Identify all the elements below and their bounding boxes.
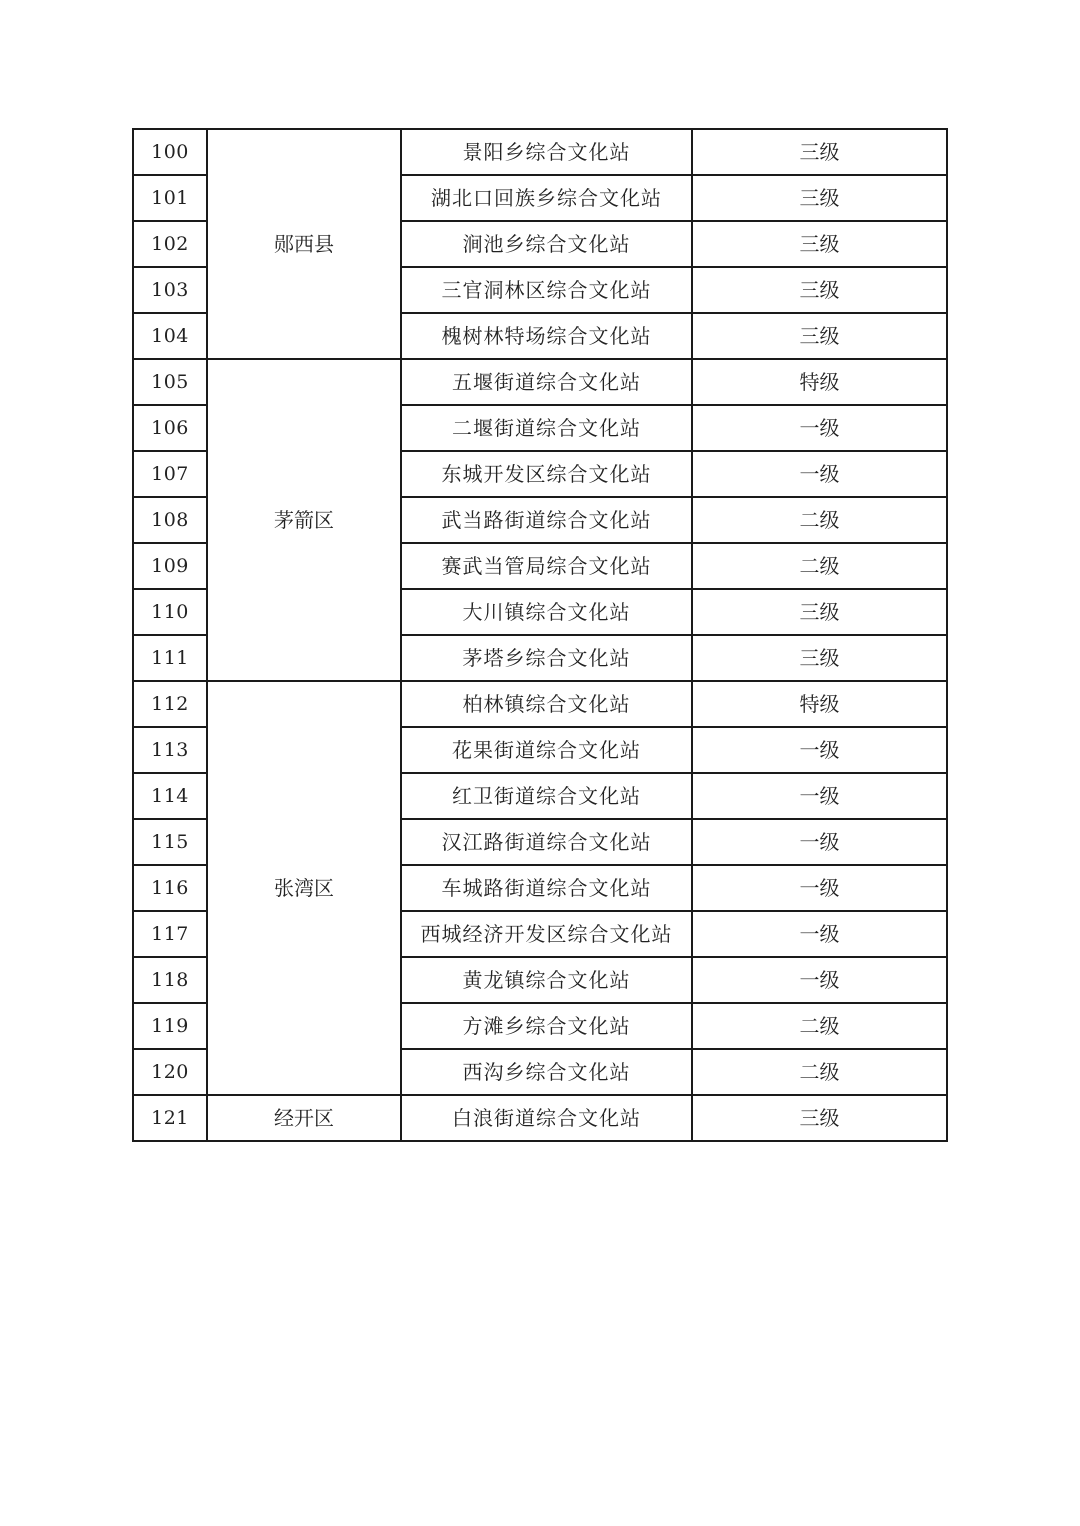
row-number-cell: 106 (133, 405, 207, 451)
row-number-cell: 115 (133, 819, 207, 865)
row-number-cell: 105 (133, 359, 207, 405)
station-name-cell: 大川镇综合文化站 (401, 589, 692, 635)
grade-cell: 三级 (692, 129, 947, 175)
grade-cell: 二级 (692, 543, 947, 589)
station-name-cell: 湖北口回族乡综合文化站 (401, 175, 692, 221)
grade-cell: 三级 (692, 221, 947, 267)
grade-cell: 一级 (692, 957, 947, 1003)
row-number-cell: 109 (133, 543, 207, 589)
row-number-cell: 113 (133, 727, 207, 773)
grade-cell: 三级 (692, 589, 947, 635)
station-name-cell: 白浪街道综合文化站 (401, 1095, 692, 1141)
row-number-cell: 116 (133, 865, 207, 911)
table-body (133, 129, 947, 1141)
row-number-cell: 117 (133, 911, 207, 957)
row-number-cell: 118 (133, 957, 207, 1003)
station-name-cell: 二堰街道综合文化站 (401, 405, 692, 451)
grade-cell: 二级 (692, 497, 947, 543)
culture-station-table (132, 128, 948, 1142)
station-name-cell: 汉江路街道综合文化站 (401, 819, 692, 865)
station-name-cell: 三官洞林区综合文化站 (401, 267, 692, 313)
table-row (133, 681, 947, 727)
station-name-cell: 花果街道综合文化站 (401, 727, 692, 773)
station-name-cell: 五堰街道综合文化站 (401, 359, 692, 405)
grade-cell: 三级 (692, 635, 947, 681)
grade-cell: 一级 (692, 773, 947, 819)
row-number-cell: 104 (133, 313, 207, 359)
district-cell: 经开区 (207, 1095, 401, 1141)
row-number-cell: 120 (133, 1049, 207, 1095)
station-name-cell: 茅塔乡综合文化站 (401, 635, 692, 681)
grade-cell: 特级 (692, 681, 947, 727)
row-number-cell: 101 (133, 175, 207, 221)
grade-cell: 三级 (692, 313, 947, 359)
table-row (133, 1095, 947, 1141)
table-row (133, 129, 947, 175)
grade-cell: 一级 (692, 819, 947, 865)
station-name-cell: 黄龙镇综合文化站 (401, 957, 692, 1003)
station-name-cell: 赛武当管局综合文化站 (401, 543, 692, 589)
row-number-cell: 119 (133, 1003, 207, 1049)
row-number-cell: 100 (133, 129, 207, 175)
grade-cell: 一级 (692, 451, 947, 497)
row-number-cell: 112 (133, 681, 207, 727)
grade-cell: 一级 (692, 405, 947, 451)
station-name-cell: 西沟乡综合文化站 (401, 1049, 692, 1095)
grade-cell: 二级 (692, 1049, 947, 1095)
row-number-cell: 121 (133, 1095, 207, 1141)
grade-cell: 一级 (692, 865, 947, 911)
station-name-cell: 方滩乡综合文化站 (401, 1003, 692, 1049)
row-number-cell: 110 (133, 589, 207, 635)
grade-cell: 一级 (692, 727, 947, 773)
station-name-cell: 柏林镇综合文化站 (401, 681, 692, 727)
station-name-cell: 西城经济开发区综合文化站 (401, 911, 692, 957)
grade-cell: 三级 (692, 1095, 947, 1141)
station-name-cell: 红卫街道综合文化站 (401, 773, 692, 819)
station-name-cell: 武当路街道综合文化站 (401, 497, 692, 543)
row-number-cell: 114 (133, 773, 207, 819)
district-cell: 茅箭区 (207, 359, 401, 681)
grade-cell: 三级 (692, 175, 947, 221)
grade-cell: 一级 (692, 911, 947, 957)
grade-cell: 二级 (692, 1003, 947, 1049)
row-number-cell: 103 (133, 267, 207, 313)
row-number-cell: 102 (133, 221, 207, 267)
row-number-cell: 111 (133, 635, 207, 681)
row-number-cell: 107 (133, 451, 207, 497)
station-name-cell: 槐树林特场综合文化站 (401, 313, 692, 359)
grade-cell: 特级 (692, 359, 947, 405)
row-number-cell: 108 (133, 497, 207, 543)
station-name-cell: 车城路街道综合文化站 (401, 865, 692, 911)
station-name-cell: 涧池乡综合文化站 (401, 221, 692, 267)
table-row (133, 359, 947, 405)
district-cell: 张湾区 (207, 681, 401, 1095)
district-cell: 郧西县 (207, 129, 401, 359)
station-name-cell: 东城开发区综合文化站 (401, 451, 692, 497)
grade-cell: 三级 (692, 267, 947, 313)
station-name-cell: 景阳乡综合文化站 (401, 129, 692, 175)
